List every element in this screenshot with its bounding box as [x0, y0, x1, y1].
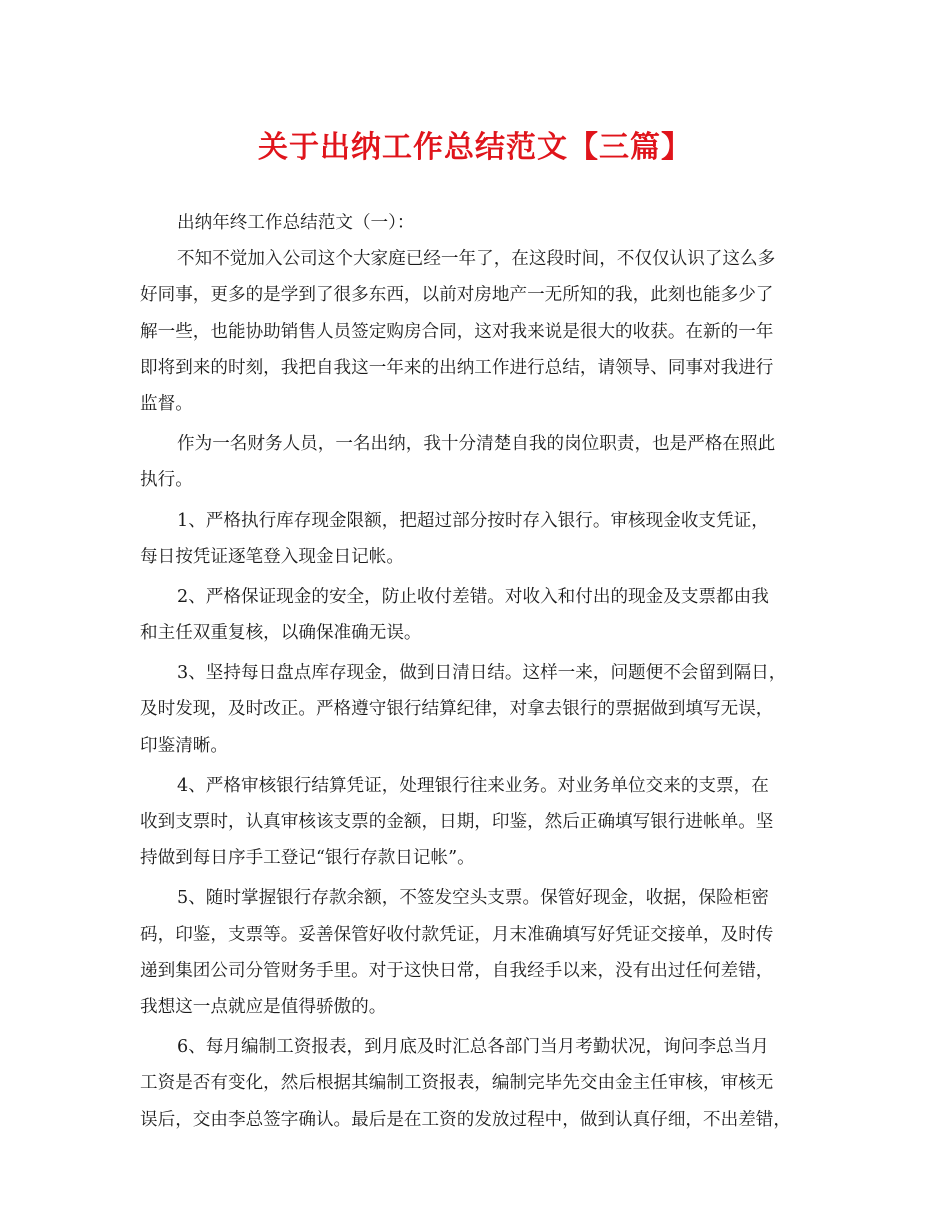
paragraph-line: 作为一名财务人员，一名出纳，我十分清楚自我的岗位职责，也是严格在照此	[177, 434, 776, 455]
paragraph-line: 好同事，更多的是学到了很多东西，以前对房地产一无所知的我，此刻也能多少了	[140, 285, 774, 306]
paragraph-duties	[140, 426, 816, 498]
paragraph-line: 持做到每日序手工登记“银行存款日记帐”。	[140, 848, 475, 869]
list-item-3	[140, 655, 816, 764]
paragraph-line: 1、严格执行库存现金限额，把超过部分按时存入银行。审核现金收支凭证，	[177, 510, 769, 531]
paragraph-line: 不知不觉加入公司这个大家庭已经一年了，在这段时间，不仅仅认识了这么多	[177, 249, 776, 270]
list-item-6	[140, 1029, 816, 1138]
document-title: 关于出纳工作总结范文【三篇】	[258, 130, 692, 165]
paragraph-line: 2、严格保证现金的安全，防止收付差错。对收入和付出的现金及支票都由我	[177, 586, 769, 607]
paragraph-line: 每日按凭证逐笔登入现金日记帐。	[140, 546, 404, 567]
paragraph-line: 收到支票时，认真审核该支票的金额，日期，印鉴，然后正确填写银行进帐单。坚	[140, 812, 774, 832]
paragraph-line: 4、严格审核银行结算凭证，处理银行往来业务。对业务单位交来的支票，在	[177, 775, 769, 796]
list-item-5	[140, 880, 816, 1025]
paragraph-line: 和主任双重复核，以确保准确无误。	[140, 623, 422, 644]
paragraph-line: 及时发现，及时改正。严格遵守银行结算纪律，对拿去银行的票据做到填写无误，	[140, 699, 774, 720]
paragraph-line: 误后，交由李总签字确认。最后是在工资的发放过程中，做到认真仔细，不出差错，	[140, 1109, 791, 1130]
list-item-1	[140, 503, 816, 575]
paragraph-line: 印鉴清晰。	[140, 735, 228, 756]
paragraph-line: 工资是否有变化，然后根据其编制工资报表，编制完毕先交由金主任审核，审核无	[140, 1073, 774, 1094]
paragraph-line: 我想这一点就应是值得骄傲的。	[140, 996, 387, 1017]
list-item-4	[140, 768, 816, 877]
paragraph-line: 递到集团公司分管财务手里。对于这快日常，自我经手以来，没有出过任何差错，	[140, 960, 774, 981]
list-item-2	[140, 579, 816, 651]
document-body	[140, 205, 816, 1138]
paragraph-line: 解一些，也能协助销售人员签定购房合同，这对我来说是很大的收获。在新的一年	[140, 321, 774, 342]
paragraph-line: 3、坚持每日盘点库存现金，做到日清日结。这样一来，问题便不会留到隔日，	[177, 663, 787, 684]
section-heading: 出纳年终工作总结范文（一）：	[177, 213, 415, 233]
paragraph-line: 码，印鉴，支票等。妥善保管好收付款凭证，月末准确填写好凭证交接单，及时传	[140, 924, 774, 945]
paragraph-line: 监督。	[140, 393, 193, 414]
paragraph-line: 6、每月编制工资报表，到月底及时汇总各部门当月考勤状况，询问李总当月	[177, 1037, 769, 1058]
paragraph-intro	[140, 241, 816, 422]
paragraph-line: 即将到来的时刻，我把自我这一年来的出纳工作进行总结，请领导、同事对我进行	[140, 357, 774, 378]
paragraph-line: 5、随时掌握银行存款余额，不签发空头支票。保管好现金，收据，保险柜密	[177, 888, 769, 909]
paragraph-line: 执行。	[140, 470, 193, 491]
